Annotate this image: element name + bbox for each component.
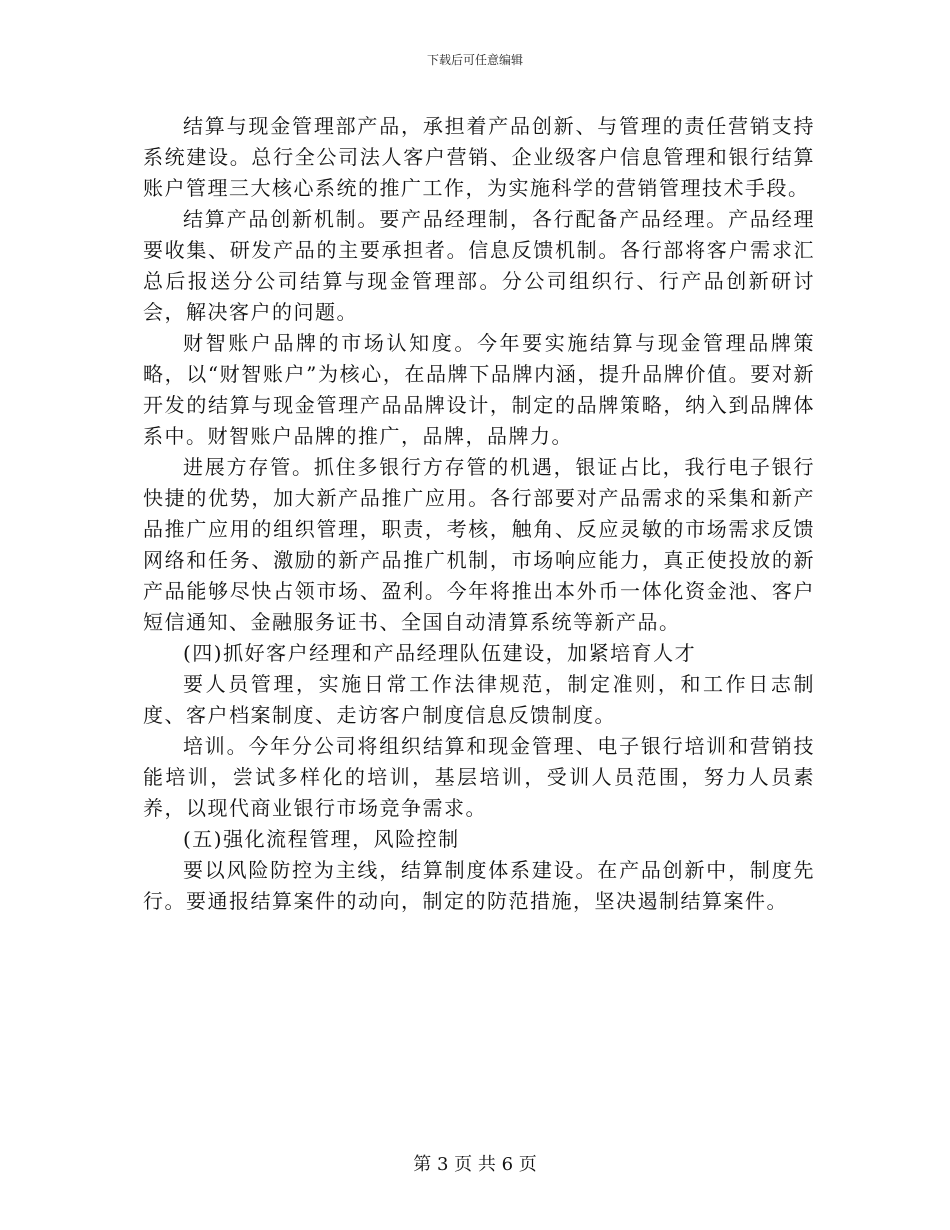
paragraph: 进展方存管。抓住多银行方存管的机遇，银证占比，我行电子银行快捷的优势，加大新产品推广应用。各行部要对产品需求的采集和新产品推广应用的组织管理，职责，考核，触角、反应灵敏的市场需求反馈网络和任务、激励的新产品推广机制，市场响应能力，真正使投放的新产品能够尽快占领市场、盈利。今年将推出本外币一体化资金池、客户短信通知、金融服务证书、全国自动清算系统等新产品。 xyxy=(143,455,815,634)
paragraph: 结算产品创新机制。要产品经理制，各行配备产品经理。产品经理要收集、研发产品的主要承担者。信息反馈机制。各行部将客户需求汇总后报送分公司结算与现金管理部。分公司组织行、行产品创新研讨会，解决客户的问题。 xyxy=(143,207,815,324)
page-header: 下载后可任意编辑 xyxy=(426,53,523,67)
section-heading: (五)强化流程管理，风险控制 xyxy=(183,827,460,851)
paragraph: 结算与现金管理部产品，承担着产品创新、与管理的责任营销支持系统建设。总行全公司法人客户营销、企业级客户信息管理和银行结算账户管理三大核心系统的推广工作，为实施科学的营销管理技术手段。 xyxy=(143,114,815,200)
section-heading: (四)抓好客户经理和产品经理队伍建设，加紧培育人才 xyxy=(183,641,697,665)
page-number-footer: 第 3 页 共 6 页 xyxy=(413,1154,537,1175)
paragraph: 财智账户品牌的市场认知度。今年要实施结算与现金管理品牌策略，以“财智账户”为核心，在品牌下品牌内涵，提升品牌价值。要对新开发的结算与现金管理产品品牌设计，制定的品牌策略，纳入到品牌体系中。财智账户品牌的推广，品牌，品牌力。 xyxy=(143,331,815,448)
paragraph: 要以风险防控为主线，结算制度体系建设。在产品创新中，制度先行。要通报结算案件的动向，制定的防范措施，坚决遏制结算案件。 xyxy=(143,858,815,913)
document-body xyxy=(143,111,815,917)
paragraph: 要人员管理，实施日常工作法律规范，制定准则，和工作日志制度、客户档案制度、走访客户制度信息反馈制度。 xyxy=(143,672,815,727)
paragraph: 培训。今年分公司将组织结算和现金管理、电子银行培训和营销技能培训，尝试多样化的培训，基层培训，受训人员范围，努力人员素养，以现代商业银行市场竞争需求。 xyxy=(143,734,815,820)
